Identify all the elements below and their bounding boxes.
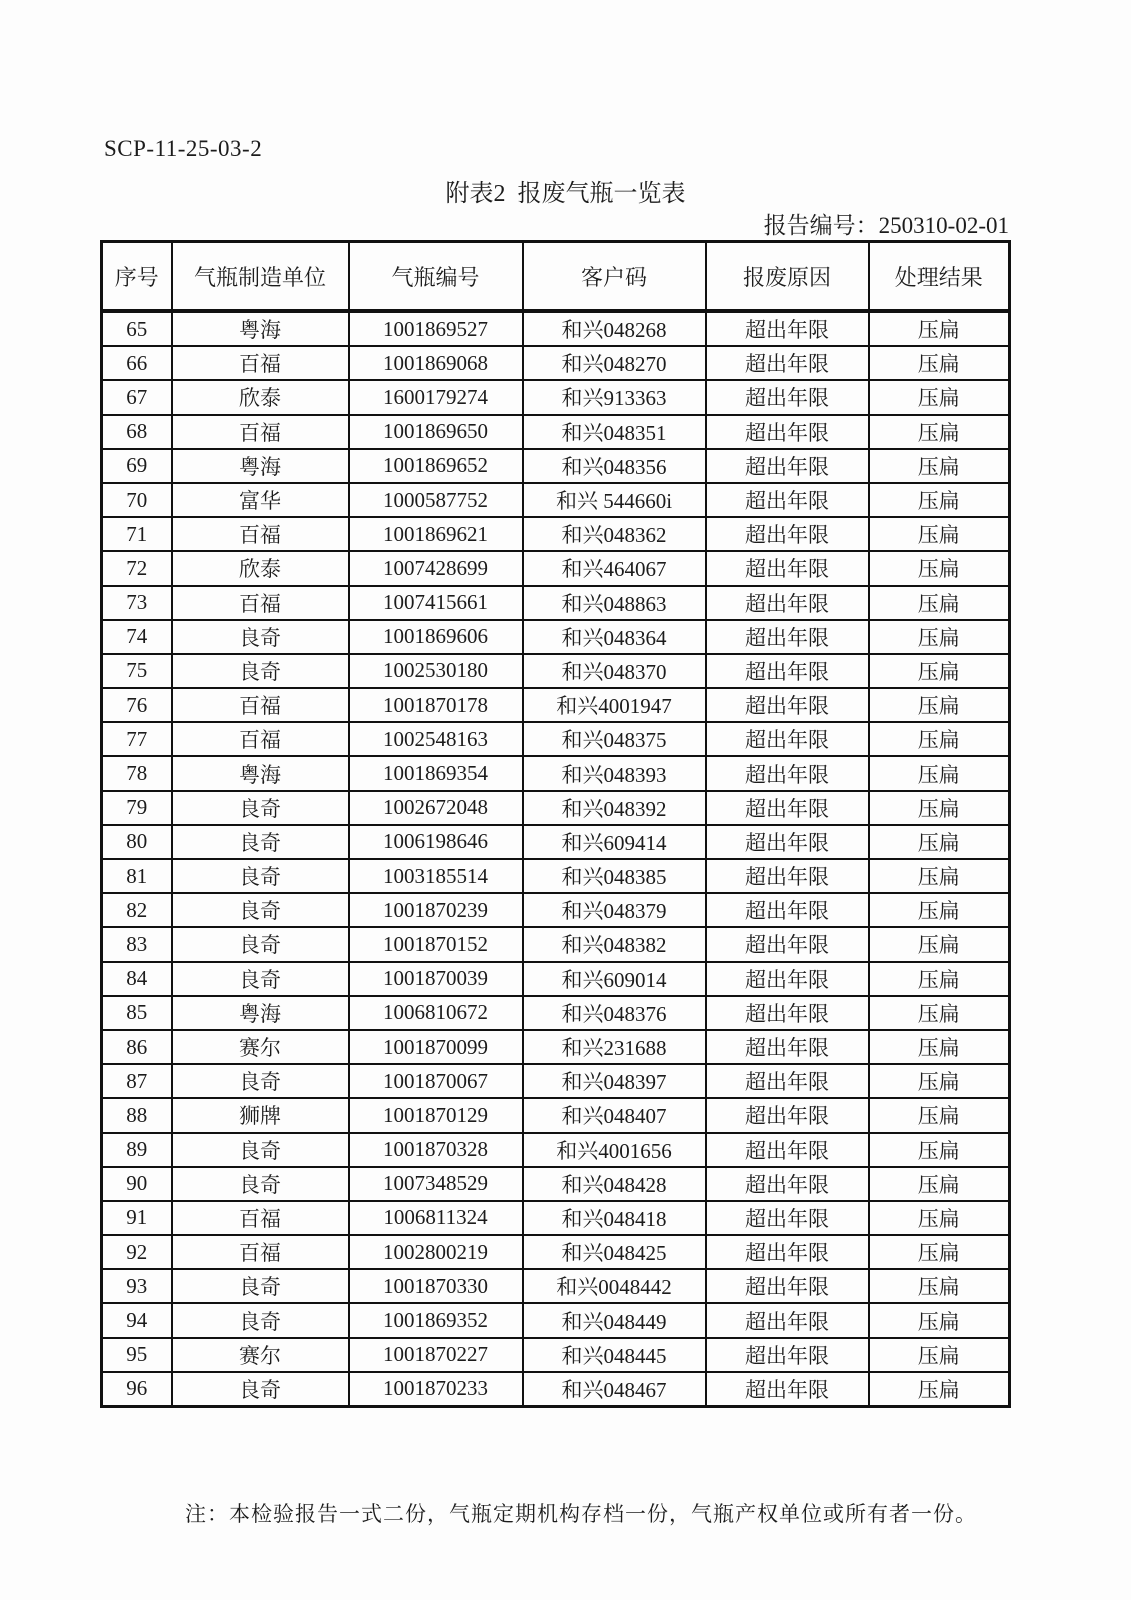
header-row: [102, 242, 1010, 312]
table-cell: 超出年限: [706, 517, 869, 551]
table-cell: 1003185514: [349, 859, 523, 893]
table-cell: 赛尔: [172, 1338, 349, 1372]
table-cell: 压扁: [869, 1235, 1010, 1269]
table-cell: 超出年限: [706, 791, 869, 825]
table-cell: 良奇: [172, 1167, 349, 1201]
table-row: [102, 791, 1010, 825]
table-cell: 良奇: [172, 654, 349, 688]
table-cell: 1006198646: [349, 825, 523, 859]
table-cell: 良奇: [172, 1372, 349, 1407]
table-row: [102, 1030, 1010, 1064]
table-cell: 超出年限: [706, 825, 869, 859]
table-cell: 82: [102, 893, 172, 927]
table-row: [102, 1372, 1010, 1407]
table-cell: 91: [102, 1201, 172, 1235]
table-cell: 超出年限: [706, 586, 869, 620]
table-cell: 和兴048351: [523, 415, 706, 449]
table-cell: 欣泰: [172, 551, 349, 585]
table-cell: 百福: [172, 415, 349, 449]
table-row: [102, 1064, 1010, 1098]
table-cell: 1002800219: [349, 1235, 523, 1269]
table-cell: 和兴048392: [523, 791, 706, 825]
column-header: 报废原因: [706, 242, 869, 312]
table-cell: 和兴048445: [523, 1338, 706, 1372]
table-cell: 超出年限: [706, 996, 869, 1030]
table-cell: 75: [102, 654, 172, 688]
table-cell: 粤海: [172, 449, 349, 483]
table-cell: 和兴048382: [523, 927, 706, 961]
table-cell: 和兴048393: [523, 756, 706, 790]
table-cell: 超出年限: [706, 1303, 869, 1337]
table-cell: 1001870239: [349, 893, 523, 927]
table-cell: 1001870039: [349, 962, 523, 996]
table-cell: 压扁: [869, 1303, 1010, 1337]
table-cell: 和兴609014: [523, 962, 706, 996]
table-row: [102, 346, 1010, 380]
table-cell: 80: [102, 825, 172, 859]
table-cell: 良奇: [172, 791, 349, 825]
table-cell: 超出年限: [706, 688, 869, 722]
table-cell: 和兴4001947: [523, 688, 706, 722]
table-cell: 1001870233: [349, 1372, 523, 1407]
table-cell: 超出年限: [706, 1338, 869, 1372]
table-cell: 1007348529: [349, 1167, 523, 1201]
table-row: [102, 586, 1010, 620]
table-cell: 和兴4001656: [523, 1133, 706, 1167]
table-row: [102, 1269, 1010, 1303]
table-cell: 超出年限: [706, 620, 869, 654]
table-cell: 1007415661: [349, 586, 523, 620]
table-cell: 百福: [172, 346, 349, 380]
table-cell: 压扁: [869, 688, 1010, 722]
table-cell: 粤海: [172, 311, 349, 346]
table-cell: 压扁: [869, 722, 1010, 756]
table-cell: 1001869068: [349, 346, 523, 380]
table-cell: 压扁: [869, 996, 1010, 1030]
table-cell: 和兴048449: [523, 1303, 706, 1337]
table-cell: 压扁: [869, 1030, 1010, 1064]
table-row: [102, 449, 1010, 483]
table-cell: 压扁: [869, 483, 1010, 517]
table-cell: 超出年限: [706, 1098, 869, 1132]
table-cell: 77: [102, 722, 172, 756]
table-cell: 1001870328: [349, 1133, 523, 1167]
table-cell: 1000587752: [349, 483, 523, 517]
table-cell: 和兴048364: [523, 620, 706, 654]
table-cell: 1001870099: [349, 1030, 523, 1064]
table-cell: 百福: [172, 517, 349, 551]
table-cell: 和兴048428: [523, 1167, 706, 1201]
table-cell: 66: [102, 346, 172, 380]
table-cell: 94: [102, 1303, 172, 1337]
table-cell: 欣泰: [172, 380, 349, 414]
table-cell: 超出年限: [706, 380, 869, 414]
table-cell: 压扁: [869, 927, 1010, 961]
table-cell: 良奇: [172, 1133, 349, 1167]
footer-note: 注：本检验报告一式二份，气瓶定期机构存档一份，气瓶产权单位或所有者一份。: [185, 1502, 977, 1526]
table-cell: 92: [102, 1235, 172, 1269]
table-cell: 71: [102, 517, 172, 551]
table-cell: 压扁: [869, 859, 1010, 893]
page-title: 附表2 报废气瓶一览表: [445, 181, 686, 207]
table-row: [102, 654, 1010, 688]
table-row: [102, 962, 1010, 996]
table-cell: 和兴048385: [523, 859, 706, 893]
table-cell: 超出年限: [706, 756, 869, 790]
table-cell: 百福: [172, 1201, 349, 1235]
table-cell: 压扁: [869, 1372, 1010, 1407]
table-cell: 压扁: [869, 415, 1010, 449]
table-cell: 1001869606: [349, 620, 523, 654]
column-header: 气瓶制造单位: [172, 242, 349, 312]
table-cell: 1002530180: [349, 654, 523, 688]
table-cell: 良奇: [172, 927, 349, 961]
report-number: 报告编号：250310-02-01: [763, 213, 1009, 238]
table-cell: 压扁: [869, 893, 1010, 927]
table-cell: 和兴048425: [523, 1235, 706, 1269]
table-cell: 和兴048418: [523, 1201, 706, 1235]
table-cell: 和兴048467: [523, 1372, 706, 1407]
table-cell: 1006810672: [349, 996, 523, 1030]
table-cell: 87: [102, 1064, 172, 1098]
table-cell: 超出年限: [706, 722, 869, 756]
table-cell: 粤海: [172, 996, 349, 1030]
table-cell: 百福: [172, 688, 349, 722]
table-cell: 和兴048379: [523, 893, 706, 927]
table-cell: 76: [102, 688, 172, 722]
table-cell: 65: [102, 311, 172, 346]
table-cell: 压扁: [869, 962, 1010, 996]
table-cell: 1001869352: [349, 1303, 523, 1337]
table-row: [102, 1167, 1010, 1201]
table-cell: 狮牌: [172, 1098, 349, 1132]
table-cell: 1001869650: [349, 415, 523, 449]
table-cell: 86: [102, 1030, 172, 1064]
table-row: [102, 551, 1010, 585]
table-cell: 超出年限: [706, 1133, 869, 1167]
table-cell: 1006811324: [349, 1201, 523, 1235]
table-cell: 和兴 544660i: [523, 483, 706, 517]
table-cell: 和兴231688: [523, 1030, 706, 1064]
table-cell: 良奇: [172, 893, 349, 927]
table-cell: 和兴048362: [523, 517, 706, 551]
table-cell: 压扁: [869, 791, 1010, 825]
table-cell: 81: [102, 859, 172, 893]
table-row: [102, 311, 1010, 346]
table-row: [102, 722, 1010, 756]
document-code: SCP-11-25-03-2: [104, 136, 263, 161]
table-cell: 96: [102, 1372, 172, 1407]
table-row: [102, 1098, 1010, 1132]
table-cell: 83: [102, 927, 172, 961]
table-row: [102, 620, 1010, 654]
table-cell: 超出年限: [706, 1201, 869, 1235]
table-cell: 74: [102, 620, 172, 654]
table-cell: 1001870330: [349, 1269, 523, 1303]
table-cell: 压扁: [869, 620, 1010, 654]
table-cell: 良奇: [172, 620, 349, 654]
table-cell: 和兴048370: [523, 654, 706, 688]
table-cell: 和兴0048442: [523, 1269, 706, 1303]
table-row: [102, 1338, 1010, 1372]
table-cell: 和兴048356: [523, 449, 706, 483]
table-cell: 超出年限: [706, 927, 869, 961]
table-cell: 超出年限: [706, 1372, 869, 1407]
table-cell: 和兴464067: [523, 551, 706, 585]
table-row: [102, 688, 1010, 722]
table-cell: 72: [102, 551, 172, 585]
table-cell: 85: [102, 996, 172, 1030]
table-cell: 压扁: [869, 1133, 1010, 1167]
table-cell: 压扁: [869, 311, 1010, 346]
table-cell: 和兴048268: [523, 311, 706, 346]
table-cell: 超出年限: [706, 893, 869, 927]
table-cell: 和兴048376: [523, 996, 706, 1030]
table-cell: 粤海: [172, 756, 349, 790]
table-cell: 1001870152: [349, 927, 523, 961]
table-row: [102, 756, 1010, 790]
table-cell: 良奇: [172, 1064, 349, 1098]
table-cell: 超出年限: [706, 449, 869, 483]
table-row: [102, 996, 1010, 1030]
table-cell: 1001869354: [349, 756, 523, 790]
table-cell: 88: [102, 1098, 172, 1132]
table-row: [102, 927, 1010, 961]
table-cell: 百福: [172, 722, 349, 756]
table-row: [102, 483, 1010, 517]
table-cell: 超出年限: [706, 654, 869, 688]
table-cell: 1002672048: [349, 791, 523, 825]
table-cell: 良奇: [172, 825, 349, 859]
table-cell: 压扁: [869, 825, 1010, 859]
table-cell: 超出年限: [706, 346, 869, 380]
table-cell: 超出年限: [706, 1235, 869, 1269]
table-cell: 1001870067: [349, 1064, 523, 1098]
table-cell: 超出年限: [706, 962, 869, 996]
table-cell: 压扁: [869, 1269, 1010, 1303]
table-row: [102, 1303, 1010, 1337]
table-row: [102, 517, 1010, 551]
table-cell: 超出年限: [706, 1167, 869, 1201]
table-cell: 富华: [172, 483, 349, 517]
table-cell: 1001869621: [349, 517, 523, 551]
table-cell: 67: [102, 380, 172, 414]
table-cell: 压扁: [869, 1064, 1010, 1098]
table-cell: 79: [102, 791, 172, 825]
table-cell: 压扁: [869, 756, 1010, 790]
table-cell: 69: [102, 449, 172, 483]
table-cell: 压扁: [869, 1201, 1010, 1235]
table-row: [102, 1201, 1010, 1235]
table-cell: 1001870129: [349, 1098, 523, 1132]
table-cell: 84: [102, 962, 172, 996]
table-row: [102, 893, 1010, 927]
table-cell: 赛尔: [172, 1030, 349, 1064]
table-cell: 和兴048407: [523, 1098, 706, 1132]
table-cell: 90: [102, 1167, 172, 1201]
column-header: 气瓶编号: [349, 242, 523, 312]
table-cell: 78: [102, 756, 172, 790]
table-cell: 和兴048375: [523, 722, 706, 756]
column-header: 客户码: [523, 242, 706, 312]
table-cell: 和兴048270: [523, 346, 706, 380]
table-row: [102, 1235, 1010, 1269]
table-cell: 超出年限: [706, 1030, 869, 1064]
table-cell: 超出年限: [706, 311, 869, 346]
table-cell: 压扁: [869, 449, 1010, 483]
table-row: [102, 825, 1010, 859]
table-cell: 1001869527: [349, 311, 523, 346]
table-cell: 良奇: [172, 962, 349, 996]
table-cell: 压扁: [869, 517, 1010, 551]
table-cell: 良奇: [172, 1303, 349, 1337]
table-row: [102, 859, 1010, 893]
table-cell: 95: [102, 1338, 172, 1372]
table-cell: 1001869652: [349, 449, 523, 483]
table-cell: 1001870178: [349, 688, 523, 722]
table-cell: 超出年限: [706, 1269, 869, 1303]
table-cell: 百福: [172, 586, 349, 620]
table-cell: 68: [102, 415, 172, 449]
table-cell: 1007428699: [349, 551, 523, 585]
table-cell: 压扁: [869, 654, 1010, 688]
table-cell: 1002548163: [349, 722, 523, 756]
table-cell: 和兴913363: [523, 380, 706, 414]
table-row: [102, 1133, 1010, 1167]
scrapped-cylinder-table: [100, 240, 1011, 1408]
table-cell: 70: [102, 483, 172, 517]
table-cell: 1600179274: [349, 380, 523, 414]
table-cell: 和兴609414: [523, 825, 706, 859]
table-cell: 超出年限: [706, 415, 869, 449]
table-cell: 压扁: [869, 346, 1010, 380]
table-cell: 和兴048863: [523, 586, 706, 620]
table-cell: 93: [102, 1269, 172, 1303]
table-cell: 压扁: [869, 586, 1010, 620]
table-cell: 压扁: [869, 1167, 1010, 1201]
table-cell: 百福: [172, 1235, 349, 1269]
table-cell: 1001870227: [349, 1338, 523, 1372]
table-cell: 超出年限: [706, 551, 869, 585]
table-cell: 良奇: [172, 1269, 349, 1303]
table-cell: 压扁: [869, 1098, 1010, 1132]
table-row: [102, 415, 1010, 449]
table-cell: 良奇: [172, 859, 349, 893]
table-cell: 压扁: [869, 1338, 1010, 1372]
table-cell: 73: [102, 586, 172, 620]
table-row: [102, 380, 1010, 414]
table-body: [102, 311, 1010, 1407]
table-cell: 压扁: [869, 380, 1010, 414]
table-cell: 超出年限: [706, 859, 869, 893]
table-cell: 和兴048397: [523, 1064, 706, 1098]
table-cell: 超出年限: [706, 483, 869, 517]
table-cell: 超出年限: [706, 1064, 869, 1098]
table-cell: 89: [102, 1133, 172, 1167]
column-header: 序号: [102, 242, 172, 312]
table-cell: 压扁: [869, 551, 1010, 585]
column-header: 处理结果: [869, 242, 1010, 312]
